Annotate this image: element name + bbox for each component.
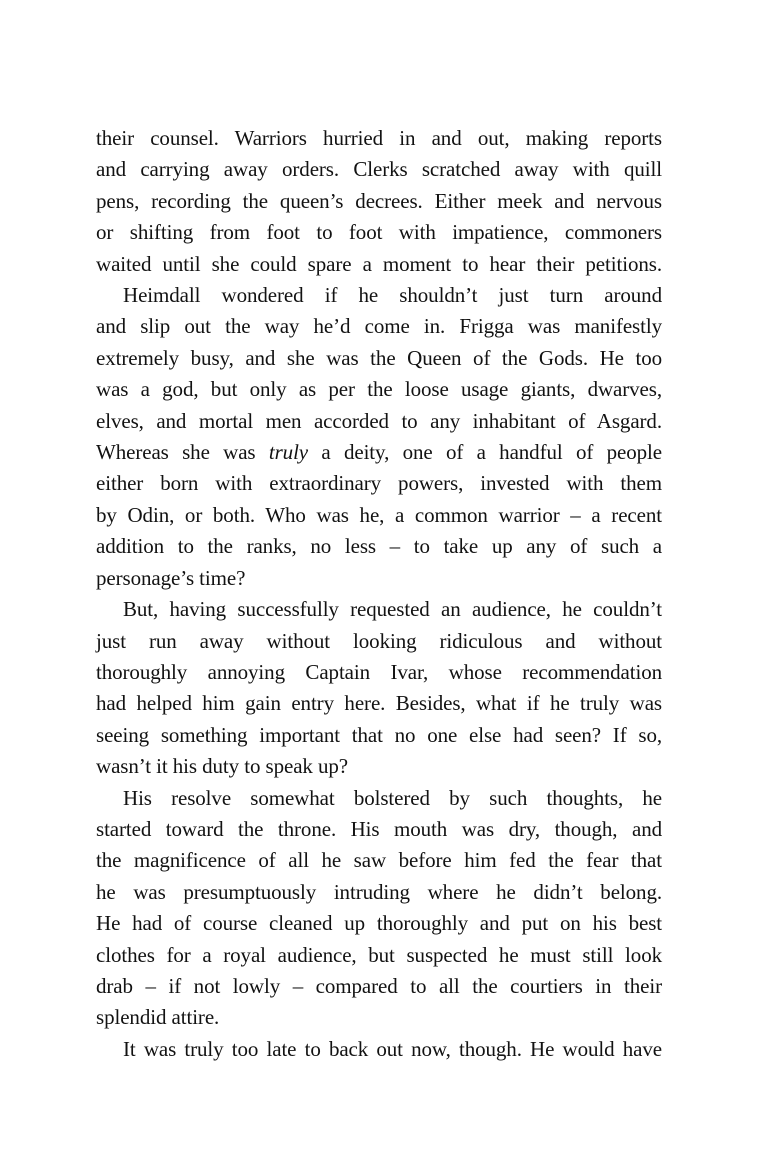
paragraph xyxy=(96,280,662,594)
text-line: But, having successfully requested an audience, he couldn’t xyxy=(123,597,662,622)
text-line: elves, and mortal men accorded to any inhabitant of Asgard. xyxy=(96,408,662,433)
text-line: wasn’t it his duty to speak up? xyxy=(96,754,348,779)
text-line: started toward the throne. His mouth was dry, though, and xyxy=(96,816,662,841)
text-line: by Odin, or both. Who was he, a common warrior – a recent xyxy=(96,502,662,527)
text-line: addition to the ranks, no less – to take up any of such a xyxy=(96,534,662,559)
text-line: It was truly too late to back out now, though. He would have xyxy=(123,1036,662,1061)
text-line: clothes for a royal audience, but suspected he must still look xyxy=(96,942,662,967)
text-line: or shifting from foot to foot with impatience, commoners xyxy=(96,220,662,245)
text-line: He had of course cleaned up thoroughly and put on his best xyxy=(96,911,662,936)
text-line: he was presumptuously intruding where he didn’t belong. xyxy=(96,879,662,904)
text-line: either born with extraordinary powers, invested with them xyxy=(96,471,662,496)
text-line: waited until she could spare a moment to hear their petitions. xyxy=(96,251,662,276)
paragraph xyxy=(96,783,662,1034)
text-line: thoroughly annoying Captain Ivar, whose recommendation xyxy=(96,659,662,684)
text-line: Whereas she was truly a deity, one of a handful of people xyxy=(96,440,662,465)
text-line: drab – if not lowly – compared to all the courtiers in their xyxy=(96,973,662,998)
text-line: extremely busy, and she was the Queen of the Gods. He too xyxy=(96,345,662,370)
text-line: the magnificence of all he saw before him fed the fear that xyxy=(96,848,662,873)
text-line: splendid attire. xyxy=(96,1005,220,1030)
paragraph xyxy=(96,594,662,782)
text-line: and carrying away orders. Clerks scratched away with quill xyxy=(96,157,662,182)
text-line: Heimdall wondered if he shouldn’t just turn around xyxy=(123,283,662,308)
text-line: was a god, but only as per the loose usage giants, dwarves, xyxy=(96,377,662,402)
text-line: had helped him gain entry here. Besides, what if he truly was xyxy=(96,691,662,716)
text-line: personage’s time? xyxy=(96,565,246,590)
text-line: His resolve somewhat bolstered by such thoughts, he xyxy=(123,785,662,810)
paragraph xyxy=(96,1034,662,1065)
page-text xyxy=(96,123,662,1065)
text-line: just run away without looking ridiculous and without xyxy=(96,628,662,653)
text-line: pens, recording the queen’s decrees. Either meek and nervous xyxy=(96,188,662,213)
text-line: and slip out the way he’d come in. Frigga was manifestly xyxy=(96,314,662,339)
paragraph xyxy=(96,123,662,280)
italic-text: truly xyxy=(268,440,309,465)
text-line: their counsel. Warriors hurried in and out, making reports xyxy=(96,126,662,150)
text-line: seeing something important that no one else had seen? If so, xyxy=(96,722,662,747)
